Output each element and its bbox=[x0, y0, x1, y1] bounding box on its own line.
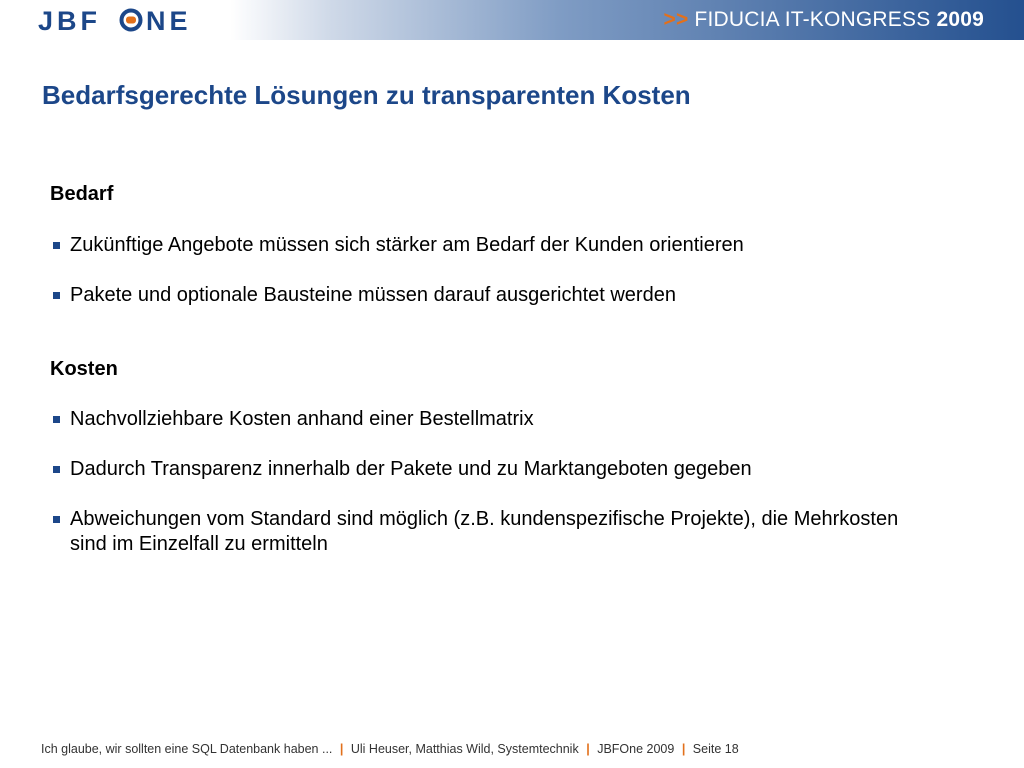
slide-footer bbox=[41, 742, 739, 756]
bullet-item bbox=[50, 233, 970, 258]
banner-year: 2009 bbox=[936, 8, 984, 31]
bullet-item bbox=[50, 457, 970, 482]
footer-separator: | bbox=[681, 742, 686, 756]
footer-separator: | bbox=[586, 742, 590, 756]
jbfone-logo bbox=[38, 4, 210, 41]
banner-arrows: >> bbox=[663, 8, 689, 31]
slide-title: Bedarfsgerechte Lösungen zu transparenten Kosten bbox=[42, 80, 691, 110]
bullet-text: Nachvollziehbare Kosten anhand einer Bestellmatrix bbox=[70, 408, 534, 430]
bullet-item bbox=[50, 507, 910, 557]
bullet-text: Abweichungen vom Standard sind möglich (z.B. kundenspezifische Projekte), die Mehrkosten sind im Einzelfall zu ermitteln bbox=[70, 508, 899, 555]
banner-text: FIDUCIA IT-KONGRESS bbox=[694, 8, 931, 31]
bullet-text: Pakete und optionale Bausteine müssen darauf ausgerichtet werden bbox=[70, 284, 676, 306]
bullet-item bbox=[50, 283, 970, 308]
bullet-square-icon bbox=[53, 416, 60, 423]
bullet-text: Dadurch Transparenz innerhalb der Pakete und zu Marktangeboten gegeben bbox=[70, 458, 752, 480]
footer-talk-title: Ich glaube, wir sollten eine SQL Datenbank haben ... bbox=[41, 742, 333, 756]
bullet-item bbox=[50, 407, 970, 432]
event-banner bbox=[663, 8, 984, 32]
svg-text:JBF: JBF bbox=[38, 6, 102, 36]
footer-authors: Uli Heuser, Matthias Wild, Systemtechnik bbox=[350, 742, 579, 756]
bullet-square-icon bbox=[53, 292, 60, 299]
bullet-square-icon bbox=[53, 466, 60, 473]
section-heading-bedarf: Bedarf bbox=[50, 183, 114, 205]
slide-header bbox=[0, 0, 1024, 40]
footer-page-number: Seite 18 bbox=[692, 742, 739, 756]
bullet-square-icon bbox=[53, 516, 60, 523]
svg-text:NE: NE bbox=[146, 6, 192, 36]
footer-separator: | bbox=[339, 742, 344, 756]
bullet-square-icon bbox=[53, 242, 60, 249]
section-heading-kosten: Kosten bbox=[50, 358, 118, 380]
footer-event: JBFOne 2009 bbox=[597, 742, 675, 756]
bullet-text: Zukünftige Angebote müssen sich stärker am Bedarf der Kunden orientieren bbox=[70, 234, 744, 256]
